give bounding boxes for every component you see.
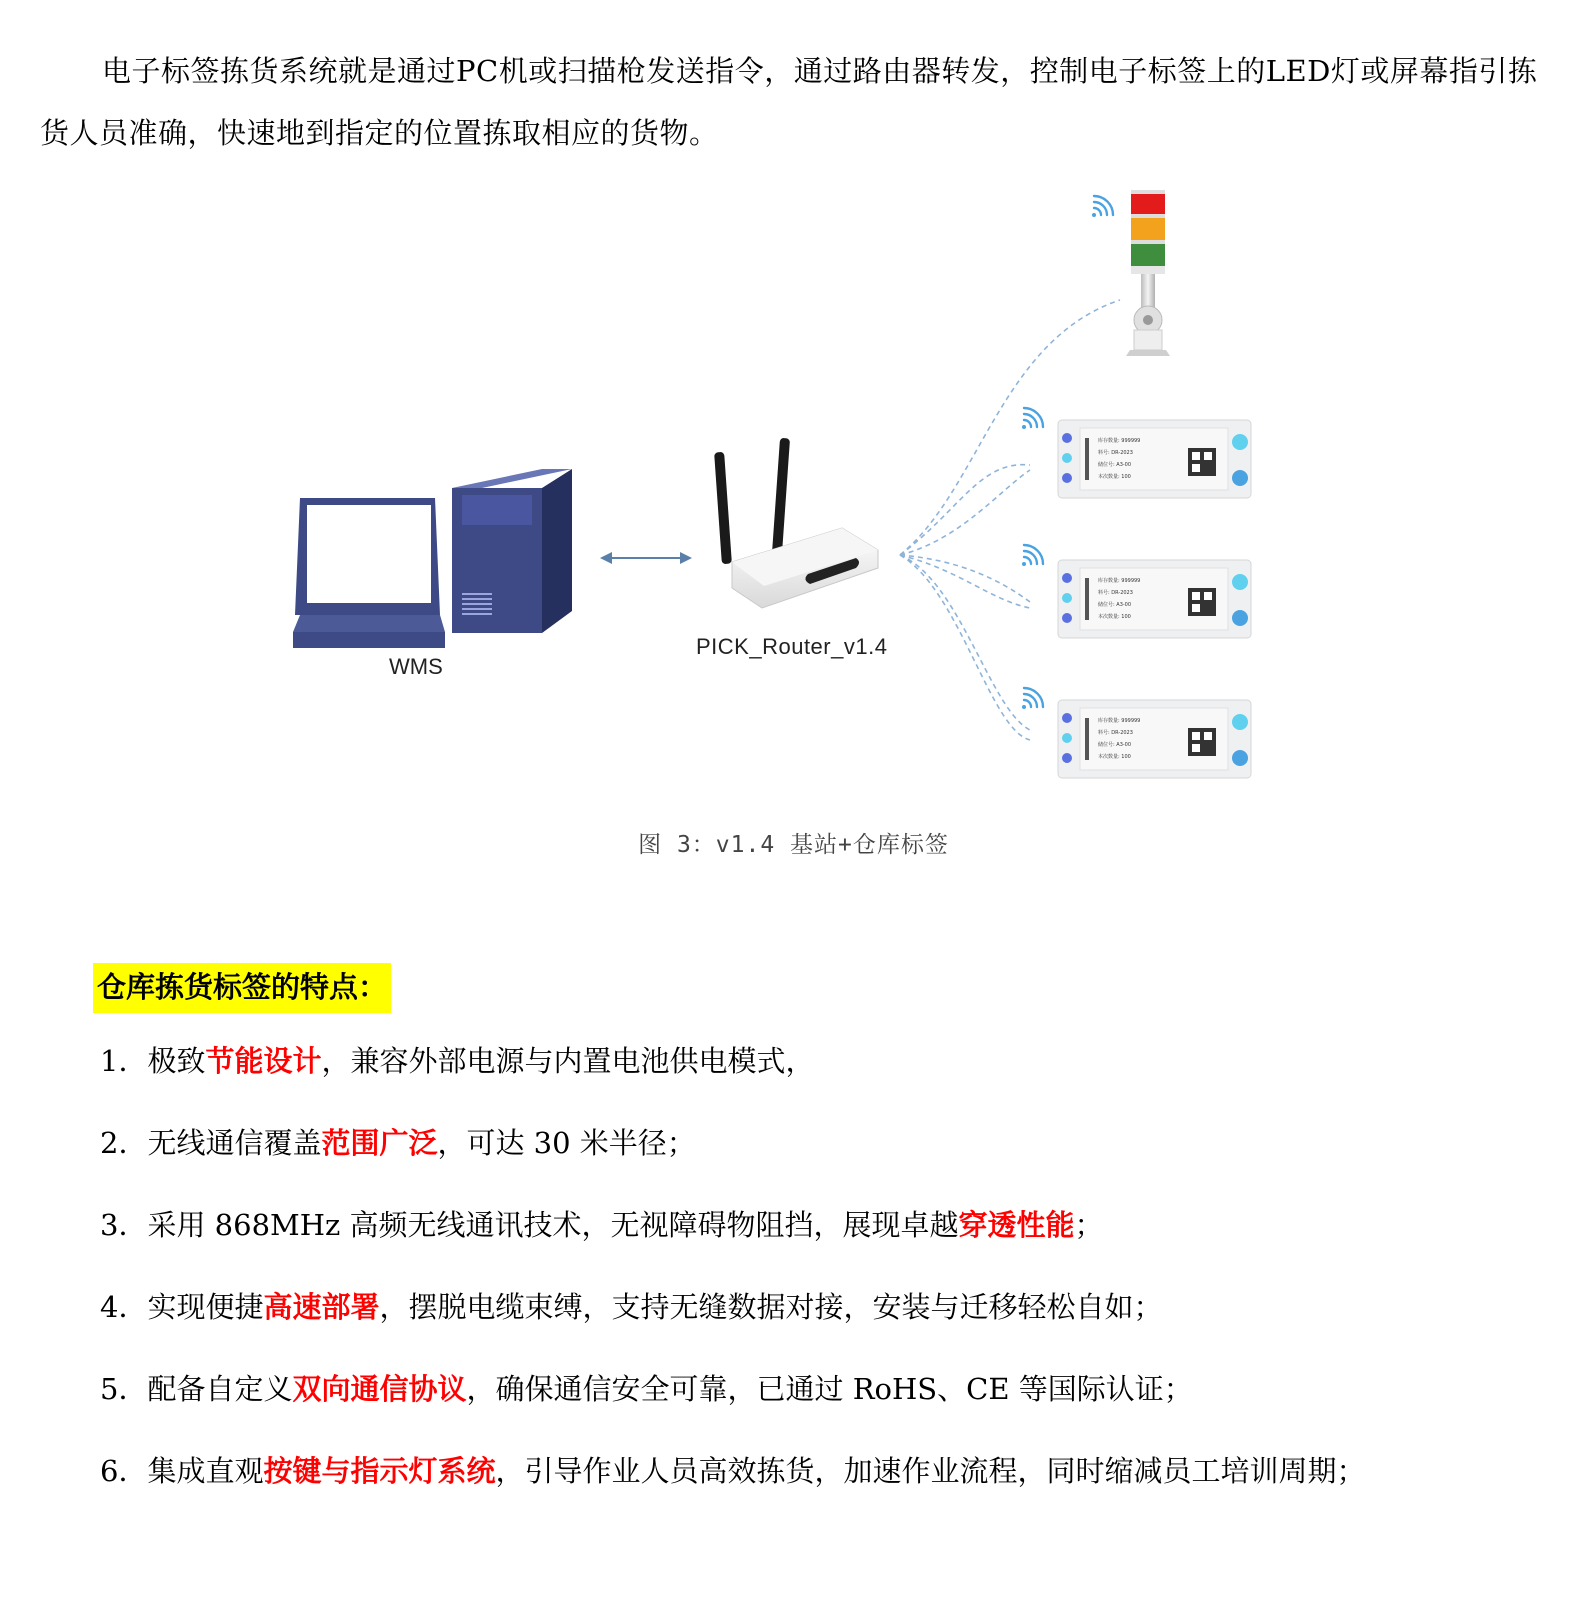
intro-paragraph: 电子标签拣货系统就是通过PC机或扫描枪发送指令，通过路由器转发，控制电子标签上的LED灯或屏幕指引拣货人员准确，快速地到指定的位置拣取相应的货物。 xyxy=(40,54,1538,150)
system-diagram xyxy=(0,170,1587,810)
tag-line: 库存数量: 999999 xyxy=(1098,718,1141,724)
feature-highlight: 节能设计 xyxy=(205,1044,322,1078)
tag-line: 料号: DR-2023 xyxy=(1098,450,1133,456)
feature-highlight: 穿透性能 xyxy=(958,1208,1075,1242)
wireless-links xyxy=(900,300,1120,740)
router-label: PICK_Router_v1.4 xyxy=(696,634,888,659)
feature-highlight: 按键与指示灯系统 xyxy=(263,1454,496,1488)
feature-highlight: 高速部署 xyxy=(263,1290,380,1324)
feature-text: ，可达 30 米半径； xyxy=(437,1126,696,1160)
section-title: 仓库拣货标签的特点： xyxy=(93,963,391,1013)
feature-item-5 xyxy=(100,1368,1580,1450)
feature-item-3 xyxy=(100,1204,1580,1286)
wms-label: WMS xyxy=(389,654,443,679)
feature-text: 2．无线通信覆盖 xyxy=(100,1126,322,1160)
feature-highlight: 范围广泛 xyxy=(321,1126,438,1160)
feature-highlight: 双向通信协议 xyxy=(292,1372,467,1406)
feature-text: ，兼容外部电源与内置电池供电模式， xyxy=(321,1044,815,1078)
electronic-tag-1 xyxy=(1058,420,1251,498)
feature-text: 6．集成直观 xyxy=(100,1454,264,1488)
figure-caption: 图 3：v1.4 基站+仓库标签 xyxy=(638,832,949,858)
feature-text: ，确保通信安全可靠，已通过 RoHS、CE 等国际认证； xyxy=(466,1372,1193,1406)
electronic-tag-2 xyxy=(1058,560,1251,638)
tag-line: 料号: DR-2023 xyxy=(1098,590,1133,596)
feature-text: ，引导作业人员高效拣货，加速作业流程，同时缩减员工培训周期； xyxy=(495,1454,1366,1488)
tag-line: 料号: DR-2023 xyxy=(1098,730,1133,736)
feature-item-4 xyxy=(100,1286,1580,1368)
feature-list xyxy=(100,1040,1580,1532)
electronic-tag-3 xyxy=(1058,700,1251,778)
feature-text: 3．采用 868MHz 高频无线通讯技术，无视障碍物阻挡，展现卓越 xyxy=(100,1208,959,1242)
tag-line: 本次数量: 100 xyxy=(1098,474,1131,480)
feature-text: ，摆脱电缆束缚，支持无缝数据对接，安装与迁移轻松自如； xyxy=(379,1290,1163,1324)
tower-light-icon xyxy=(1126,190,1170,356)
feature-item-2 xyxy=(100,1122,1580,1204)
tag-line: 库存数量: 999999 xyxy=(1098,438,1141,444)
diagram-graphic xyxy=(0,170,1587,810)
bidirectional-arrow-icon xyxy=(600,552,692,564)
feature-text: 1．极致 xyxy=(100,1044,206,1078)
feature-item-6 xyxy=(100,1450,1580,1532)
tag-line: 储位号: A3-00 xyxy=(1098,742,1132,748)
router-icon xyxy=(714,438,878,608)
feature-text: 5．配备自定义 xyxy=(100,1372,293,1406)
feature-text: ； xyxy=(1074,1208,1104,1242)
computer-icon xyxy=(293,469,572,648)
tag-line: 库存数量: 999999 xyxy=(1098,578,1141,584)
tag-line: 本次数量: 100 xyxy=(1098,614,1131,620)
tag-line: 本次数量: 100 xyxy=(1098,754,1131,760)
tag-line: 储位号: A3-00 xyxy=(1098,462,1132,468)
feature-text: 4．实现便捷 xyxy=(100,1290,264,1324)
tag-line: 储位号: A3-00 xyxy=(1098,602,1132,608)
feature-item-1 xyxy=(100,1040,1580,1122)
